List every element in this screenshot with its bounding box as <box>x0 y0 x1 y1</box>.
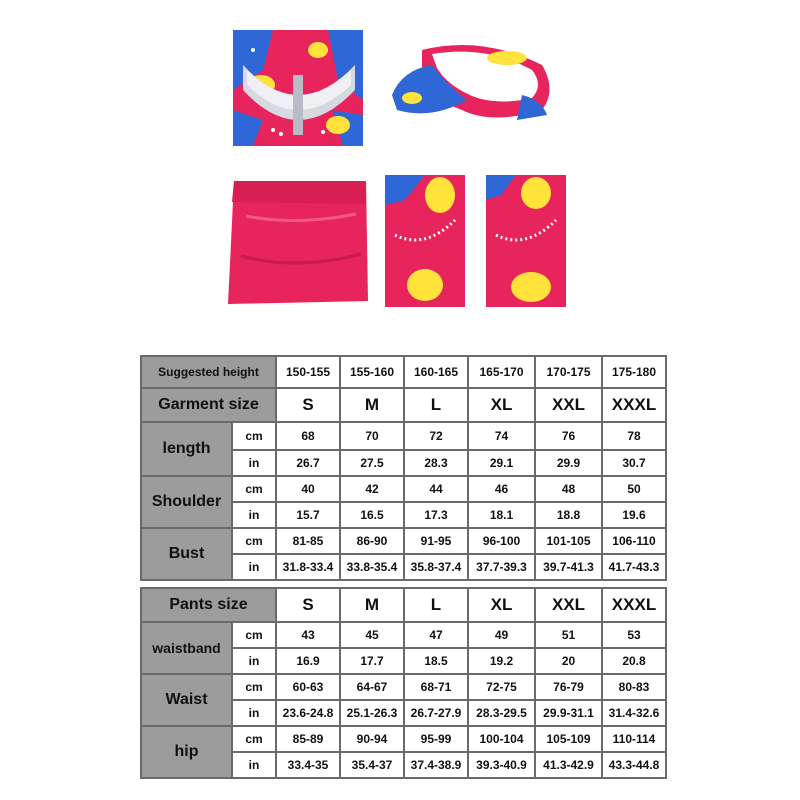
value-cell: 17.7 <box>340 648 404 674</box>
value-cell: 91-95 <box>404 528 468 554</box>
value-cell: 23.6-24.8 <box>276 700 340 726</box>
value-cell: 85-89 <box>276 726 340 752</box>
row-label-waist: Waist <box>141 674 232 726</box>
value-cell: 15.7 <box>276 502 340 528</box>
pants-size-label: Pants size <box>141 588 276 622</box>
size-cell: L <box>404 388 468 422</box>
value-cell: 51 <box>535 622 602 648</box>
value-cell: 31.4-32.6 <box>602 700 666 726</box>
height-cell: 165-170 <box>468 356 535 388</box>
value-cell: 101-105 <box>535 528 602 554</box>
value-cell: 43 <box>276 622 340 648</box>
row-label-waistband: waistband <box>141 622 232 674</box>
value-cell: 33.8-35.4 <box>340 554 404 580</box>
value-cell: 35.8-37.4 <box>404 554 468 580</box>
unit-in: in <box>232 752 276 778</box>
unit-in: in <box>232 648 276 674</box>
unit-in: in <box>232 450 276 476</box>
value-cell: 27.5 <box>340 450 404 476</box>
value-cell: 35.4-37 <box>340 752 404 778</box>
value-cell: 37.7-39.3 <box>468 554 535 580</box>
sleeve-right-image <box>486 175 566 307</box>
value-cell: 41.7-43.3 <box>602 554 666 580</box>
height-cell: 155-160 <box>340 356 404 388</box>
value-cell: 42 <box>340 476 404 502</box>
unit-cm: cm <box>232 422 276 450</box>
size-cell: M <box>340 588 404 622</box>
value-cell: 39.3-40.9 <box>468 752 535 778</box>
value-cell: 105-109 <box>535 726 602 752</box>
value-cell: 43.3-44.8 <box>602 752 666 778</box>
size-cell: S <box>276 588 340 622</box>
value-cell: 30.7 <box>602 450 666 476</box>
value-cell: 80-83 <box>602 674 666 700</box>
unit-cm: cm <box>232 476 276 502</box>
size-cell: XXL <box>535 388 602 422</box>
value-cell: 90-94 <box>340 726 404 752</box>
size-cell: L <box>404 588 468 622</box>
height-cell: 160-165 <box>404 356 468 388</box>
value-cell: 100-104 <box>468 726 535 752</box>
value-cell: 45 <box>340 622 404 648</box>
value-cell: 18.8 <box>535 502 602 528</box>
row-label-hip: hip <box>141 726 232 778</box>
value-cell: 28.3 <box>404 450 468 476</box>
height-cell: 175-180 <box>602 356 666 388</box>
value-cell: 19.6 <box>602 502 666 528</box>
unit-in: in <box>232 554 276 580</box>
value-cell: 18.5 <box>404 648 468 674</box>
value-cell: 49 <box>468 622 535 648</box>
value-cell: 81-85 <box>276 528 340 554</box>
value-cell: 31.8-33.4 <box>276 554 340 580</box>
size-cell: XXXL <box>602 388 666 422</box>
value-cell: 29.9-31.1 <box>535 700 602 726</box>
value-cell: 47 <box>404 622 468 648</box>
value-cell: 72-75 <box>468 674 535 700</box>
row-label-bust: Bust <box>141 528 232 580</box>
height-cell: 170-175 <box>535 356 602 388</box>
value-cell: 17.3 <box>404 502 468 528</box>
pants-image <box>226 176 371 306</box>
value-cell: 18.1 <box>468 502 535 528</box>
value-cell: 106-110 <box>602 528 666 554</box>
unit-cm: cm <box>232 726 276 752</box>
pants-size-table <box>140 587 667 779</box>
unit-in: in <box>232 700 276 726</box>
value-cell: 78 <box>602 422 666 450</box>
row-label-shoulder: Shoulder <box>141 476 232 528</box>
value-cell: 19.2 <box>468 648 535 674</box>
value-cell: 33.4-35 <box>276 752 340 778</box>
value-cell: 20.8 <box>602 648 666 674</box>
value-cell: 26.7-27.9 <box>404 700 468 726</box>
value-cell: 110-114 <box>602 726 666 752</box>
sleeve-left-image <box>385 175 465 307</box>
value-cell: 16.5 <box>340 502 404 528</box>
value-cell: 86-90 <box>340 528 404 554</box>
value-cell: 41.3-42.9 <box>535 752 602 778</box>
value-cell: 25.1-26.3 <box>340 700 404 726</box>
value-cell: 53 <box>602 622 666 648</box>
size-cell: XL <box>468 388 535 422</box>
value-cell: 46 <box>468 476 535 502</box>
unit-cm: cm <box>232 674 276 700</box>
value-cell: 96-100 <box>468 528 535 554</box>
value-cell: 26.7 <box>276 450 340 476</box>
value-cell: 28.3-29.5 <box>468 700 535 726</box>
value-cell: 44 <box>404 476 468 502</box>
unit-cm: cm <box>232 622 276 648</box>
value-cell: 64-67 <box>340 674 404 700</box>
value-cell: 16.9 <box>276 648 340 674</box>
size-cell: XXXL <box>602 588 666 622</box>
unit-cm: cm <box>232 528 276 554</box>
garment-size-table <box>140 355 667 581</box>
value-cell: 29.1 <box>468 450 535 476</box>
size-cell: S <box>276 388 340 422</box>
row-label-length: length <box>141 422 232 476</box>
value-cell: 68 <box>276 422 340 450</box>
value-cell: 70 <box>340 422 404 450</box>
size-cell: XL <box>468 588 535 622</box>
value-cell: 39.7-41.3 <box>535 554 602 580</box>
suggested-height-label: Suggested height <box>141 356 276 388</box>
value-cell: 95-99 <box>404 726 468 752</box>
jacket-image <box>233 30 363 146</box>
garment-size-label: Garment size <box>141 388 276 422</box>
value-cell: 74 <box>468 422 535 450</box>
value-cell: 72 <box>404 422 468 450</box>
value-cell: 20 <box>535 648 602 674</box>
value-cell: 76-79 <box>535 674 602 700</box>
size-cell: M <box>340 388 404 422</box>
value-cell: 29.9 <box>535 450 602 476</box>
value-cell: 76 <box>535 422 602 450</box>
value-cell: 68-71 <box>404 674 468 700</box>
value-cell: 40 <box>276 476 340 502</box>
value-cell: 37.4-38.9 <box>404 752 468 778</box>
value-cell: 50 <box>602 476 666 502</box>
size-cell: XXL <box>535 588 602 622</box>
unit-in: in <box>232 502 276 528</box>
value-cell: 60-63 <box>276 674 340 700</box>
value-cell: 48 <box>535 476 602 502</box>
visor-image <box>392 40 558 124</box>
height-cell: 150-155 <box>276 356 340 388</box>
